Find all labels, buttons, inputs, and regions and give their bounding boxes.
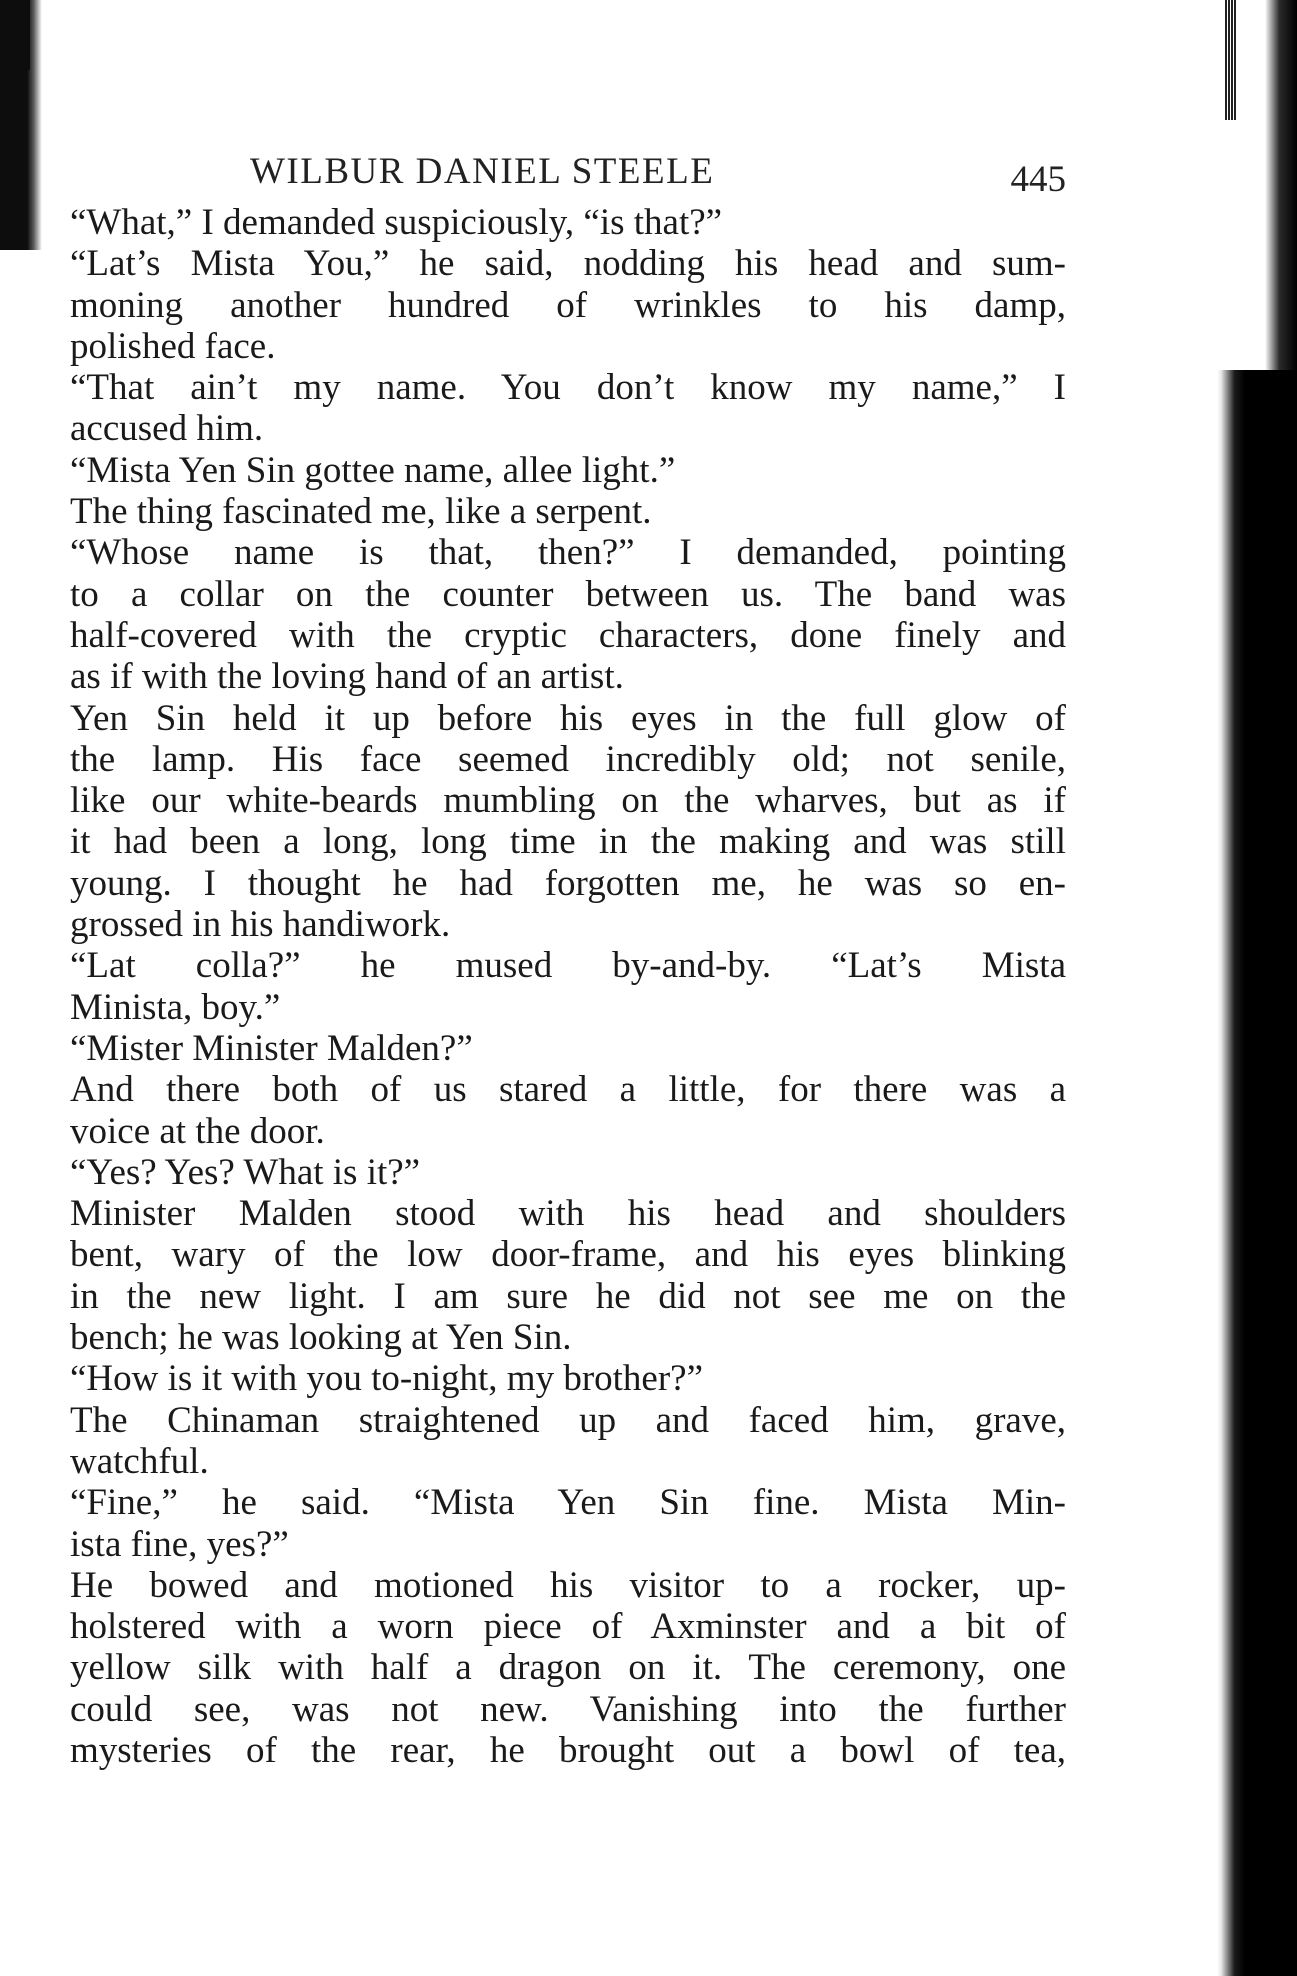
- text-line: holstered with a worn piece of Axminster and a bit of: [70, 1606, 1066, 1648]
- running-head-title: WILBUR DANIEL STEELE: [250, 151, 715, 192]
- text-line: “Yes? Yes? What is it?”: [70, 1151, 421, 1193]
- text-line: ista fine, yes?”: [70, 1523, 289, 1565]
- text-line: “Lat colla?” he mused by-and-by. “Lat’s Mista: [70, 945, 1066, 987]
- text-line: polished face.: [70, 325, 276, 367]
- text-line: as if with the loving hand of an artist.: [70, 656, 624, 698]
- text-line: mysteries of the rear, he brought out a bowl of tea,: [70, 1729, 1066, 1771]
- text-line: Minista, boy.”: [70, 986, 281, 1028]
- text-line: bent, wary of the low door-frame, and his eyes blinking: [70, 1234, 1066, 1276]
- text-line: young. I thought he had forgotten me, he was so en-: [70, 862, 1066, 904]
- text-line: The thing fascinated me, like a serpent.: [70, 491, 652, 533]
- page-number: 445: [1010, 159, 1066, 200]
- running-head: [70, 150, 1066, 210]
- text-line: Yen Sin held it up before his eyes in the full glow of: [70, 697, 1066, 739]
- text-line: “How is it with you to-night, my brother?”: [70, 1358, 704, 1400]
- text-line: “That ain’t my name. You don’t know my name,” I: [70, 367, 1066, 409]
- page-edge-streaks: [1225, 0, 1237, 120]
- text-line: half-covered with the cryptic characters, done finely and: [70, 614, 1066, 656]
- text-line: “What,” I demanded suspiciously, “is that?”: [70, 202, 723, 243]
- text-line: moning another hundred of wrinkles to his damp,: [70, 284, 1066, 326]
- text-line: Minister Malden stood with his head and shoulders: [70, 1193, 1066, 1235]
- text-line: He bowed and motioned his visitor to a rocker, up-: [70, 1564, 1066, 1606]
- text-line: yellow silk with half a dragon on it. The ceremony, one: [70, 1647, 1066, 1689]
- text-line: in the new light. I am sure he did not see me on the: [70, 1275, 1066, 1317]
- text-line: “Lat’s Mista You,” he said, nodding his head and sum-: [70, 243, 1066, 285]
- text-line: to a collar on the counter between us. The band was: [70, 573, 1066, 615]
- text-line: like our white-beards mumbling on the wharves, but as if: [70, 780, 1066, 822]
- text-line: could see, was not new. Vanishing into the further: [70, 1688, 1066, 1730]
- text-line: bench; he was looking at Yen Sin.: [70, 1317, 572, 1359]
- text-line: The Chinaman straightened up and faced him, grave,: [70, 1399, 1066, 1441]
- text-line: “Mister Minister Malden?”: [70, 1027, 473, 1069]
- binding-shadow-left-top: [0, 0, 30, 70]
- text-line: it had been a long, long time in the making and was still: [70, 821, 1066, 863]
- text-line: “Fine,” he said. “Mista Yen Sin fine. Mista Min-: [70, 1482, 1066, 1524]
- text-line: “Whose name is that, then?” I demanded, pointing: [70, 532, 1066, 574]
- text-line: And there both of us stared a little, for there was a: [70, 1069, 1066, 1111]
- text-line: watchful.: [70, 1440, 209, 1482]
- body-text: [70, 202, 1066, 1771]
- text-line: “Mista Yen Sin gottee name, allee light.”: [70, 449, 676, 491]
- book-page: [70, 150, 1066, 1771]
- text-line: the lamp. His face seemed incredibly old; not senile,: [70, 738, 1066, 780]
- text-line: grossed in his handiwork.: [70, 904, 451, 946]
- text-line: voice at the door.: [70, 1110, 325, 1152]
- text-line: accused him.: [70, 408, 264, 450]
